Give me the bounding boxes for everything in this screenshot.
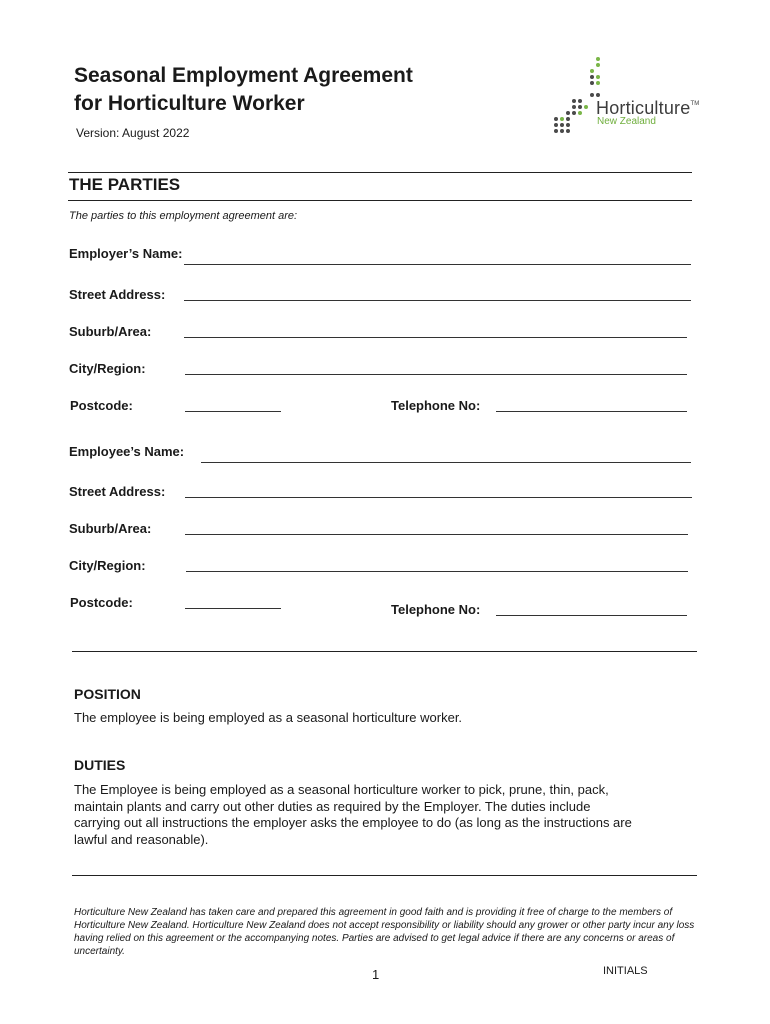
header-divider: [68, 172, 692, 173]
title-line-1: Seasonal Employment Agreement: [74, 64, 413, 87]
disclaimer-text: Horticulture New Zealand has taken care and prepared this agreement in good faith and is providing it free of charge to the members of Horticulture New Zealand. Horticulture New Zealand does not accept responsibility or liability should any grower or other party incur any loss having relied on this agreement or the accompanying notes. Parties are advised to get legal advice if there are any concerns or areas of uncertainty.: [74, 907, 695, 957]
employee-postcode-label: Postcode:: [70, 595, 133, 610]
parties-divider: [68, 200, 692, 201]
employer-city-field[interactable]: [185, 374, 687, 375]
duties-heading: DUTIES: [74, 757, 126, 773]
employer-postcode-field[interactable]: [185, 411, 281, 412]
employee-name-field[interactable]: [201, 462, 691, 463]
employer-name-field[interactable]: [184, 264, 691, 265]
parties-end-divider: [72, 651, 697, 652]
document-title: [74, 62, 413, 118]
employee-street-label: Street Address:: [69, 484, 166, 499]
version-label: Version: August 2022: [76, 126, 190, 140]
parties-heading: THE PARTIES: [69, 175, 181, 194]
duties-line: carrying out all instructions the employer asks the employee to do (as long as the instructions are: [74, 815, 632, 830]
parties-intro: The parties to this employment agreement are:: [69, 210, 298, 222]
duties-line: The Employee is being employed as a seasonal horticulture worker to pick, prune, thin, pack,: [74, 782, 609, 797]
employee-suburb-field[interactable]: [185, 534, 688, 535]
employee-city-label: City/Region:: [69, 558, 146, 573]
employer-city-label: City/Region:: [69, 361, 146, 376]
duties-text: [74, 782, 632, 848]
position-heading: POSITION: [74, 686, 141, 702]
employer-name-label: Employer’s Name:: [69, 246, 183, 261]
employer-street-label: Street Address:: [69, 287, 166, 302]
title-line-2: for Horticulture Worker: [74, 92, 305, 115]
position-text: The employee is being employed as a seasonal horticulture worker.: [74, 710, 463, 725]
employee-city-field[interactable]: [186, 571, 688, 572]
duties-line: lawful and reasonable).: [74, 831, 209, 847]
employee-postcode-field[interactable]: [185, 608, 281, 609]
horticulture-logo-icon: [548, 55, 600, 137]
page-number: 1: [372, 967, 380, 982]
employer-suburb-label: Suburb/Area:: [69, 324, 152, 339]
employee-name-label: Employee’s Name:: [69, 444, 185, 459]
employer-street-field[interactable]: [184, 300, 691, 301]
logo-trademark: TM: [690, 101, 700, 107]
employee-suburb-label: Suburb/Area:: [69, 521, 152, 536]
employee-telephone-label: Telephone No:: [391, 602, 481, 617]
duties-line: maintain plants and carry out other duties as required by the Employer. The duties include: [74, 798, 591, 814]
employer-telephone-label: Telephone No:: [391, 398, 481, 413]
employer-suburb-field[interactable]: [184, 337, 687, 338]
initials-label: INITIALS: [603, 965, 648, 977]
logo-name: Horticulture™: [596, 98, 700, 118]
duties-end-divider: [72, 875, 697, 876]
employee-street-field[interactable]: [185, 497, 692, 498]
employer-telephone-field[interactable]: [496, 411, 687, 412]
logo-subtitle: New Zealand: [597, 116, 656, 127]
employee-telephone-field[interactable]: [496, 615, 687, 616]
employer-postcode-label: Postcode:: [70, 398, 133, 413]
